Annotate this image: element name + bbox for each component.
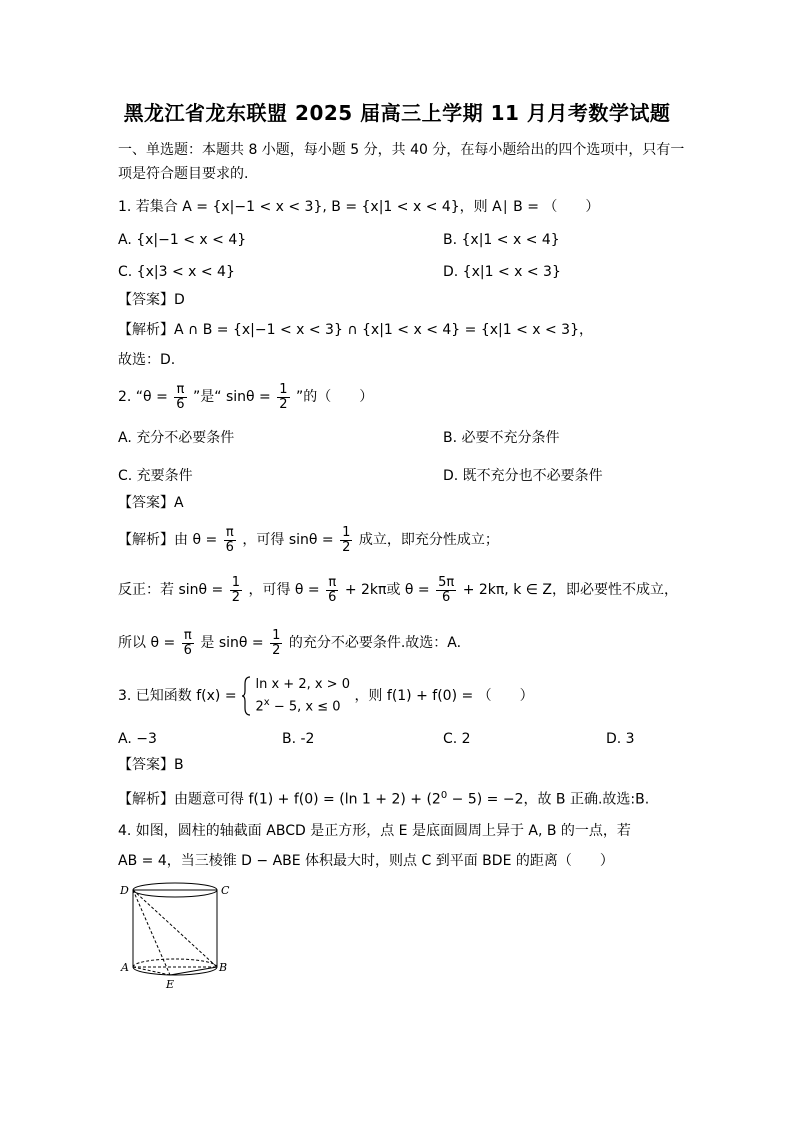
q2-analysis2-mid2: + 2kπ或 θ =	[344, 582, 430, 598]
q2-analysis3-pre: 所以 θ =	[118, 635, 176, 651]
fraction-one-half: $\frac{1}{2}$	[231, 574, 240, 605]
q3-option-c: C. 2	[443, 731, 471, 747]
q3-stem-pre: 3. 已知函数 f(x) =	[118, 688, 237, 705]
fraction-pi-over-6: $\frac{\pi}{6}$	[328, 574, 337, 605]
q2-analysis2-mid1: ，可得 θ =	[248, 582, 320, 598]
q1-answer: 【答案】D	[118, 292, 185, 308]
q1-option-a: A. {x|−1 < x < 4}	[118, 232, 247, 248]
fraction-one-half: $\frac{1}{2}$	[279, 381, 288, 412]
fraction-one-half: $\frac{1}{2}$	[272, 627, 281, 658]
q2-option-c: C. 充要条件	[118, 468, 193, 484]
q3-stem	[118, 676, 534, 716]
q2-analysis2-post: + 2kπ, k ∈ Z，即必要性不成立，	[462, 582, 679, 598]
q1-option-c: C. {x|3 < x < 4}	[118, 264, 235, 280]
q4-stem-line1: 4. 如图，圆柱的轴截面 ABCD 是正方形，点 E 是底面圆周上异于 A, B 的一点，若	[118, 823, 631, 839]
cylinder-figure	[118, 880, 238, 999]
q1-analysis-line2: 故选：D.	[118, 352, 176, 368]
q2-analysis1-mid: ，可得 sinθ =	[242, 532, 334, 548]
fraction-pi-over-6: $\frac{\pi}{6}$	[176, 381, 185, 412]
cylinder-diagram	[118, 880, 238, 995]
q2-analysis3-mid: 是 sinθ =	[200, 635, 264, 651]
q3-option-a: A. −3	[118, 731, 157, 747]
q3-option-b: B. -2	[282, 731, 315, 747]
q2-analysis-line1	[118, 522, 499, 558]
q2-option-d: D. 既不充分也不必要条件	[443, 468, 603, 484]
q3-analysis: 【解析】由题意可得 f(1) + f(0) = (ln $1 + 2) + (2^0 - 5) = -2$，故 B 正确.故选:B.	[118, 790, 650, 808]
q2-answer: 【答案】A	[118, 495, 184, 511]
q1-option-b: B. {x|1 < x < 4}	[443, 232, 560, 248]
q2-option-b: B. 必要不充分条件	[443, 430, 560, 446]
q2-analysis1-pre: 【解析】由 θ =	[118, 532, 218, 548]
label-a: A	[121, 961, 129, 974]
q2-stem	[118, 379, 373, 415]
q2-analysis-line2	[118, 572, 678, 608]
q2-stem-mid: ”是“ sinθ =	[193, 389, 271, 405]
q2-analysis3-post: 的充分不必要条件.故选：A.	[288, 635, 462, 651]
q4-stem-line2: AB = 4，当三棱锥 D − ABE 体积最大时，则点 C 到平面 BDE 的距离（ ）	[118, 853, 614, 869]
q2-analysis-line3	[118, 625, 461, 661]
q3-option-d: D. 3	[606, 731, 635, 747]
q3-stem-post: ，则 f(1) + f(0) = （ ）	[354, 688, 534, 705]
fraction-pi-over-6: $\frac{\pi}{6}$	[183, 627, 192, 658]
q2-stem-pre: 2. “θ =	[118, 389, 168, 405]
q2-option-a: A. 充分不必要条件	[118, 430, 235, 446]
page-title: 黑龙江省龙东联盟 2025 届高三上学期 11 月月考数学试题	[123, 101, 671, 125]
q3-answer: 【答案】B	[118, 757, 184, 773]
label-d: D	[120, 884, 129, 897]
q1-stem: 1. 若集合 A = {x|−1 < x < 3}, B = {x|1 < x < 4}，则 A∣ B = （ ）	[118, 199, 600, 215]
piece-one: ln x + 2, x > 0	[255, 677, 350, 692]
q2-analysis2-pre: 反正：若 sinθ =	[118, 582, 224, 598]
fraction-pi-over-6: $\frac{\pi}{6}$	[225, 524, 234, 555]
q2-analysis1-post: 成立，即充分性成立；	[358, 532, 499, 548]
piece-two: $2^x - 5$, x ≤ 0	[255, 697, 341, 715]
label-c: C	[221, 884, 230, 897]
q1-option-d: D. {x|1 < x < 3}	[443, 264, 561, 280]
label-e: E	[166, 978, 175, 991]
section-instruction-line2: 项是符合题目要求的.	[118, 166, 249, 182]
fraction-5pi-over-6: $\frac{5\pi}{6}$	[438, 574, 455, 605]
section-instruction-line1: 一、单选题：本题共 8 小题，每小题 5 分，共 40 分，在每小题给出的四个选项中，只有一	[118, 142, 685, 158]
label-b: B	[219, 961, 228, 974]
q2-stem-post: ”的（ ）	[295, 389, 374, 405]
left-brace-icon	[241, 676, 251, 716]
q1-analysis-line1: 【解析】A ∩ B = {x|−1 < x < 3} ∩ {x|1 < x < 4} = {x|1 < x < 3}，	[118, 322, 594, 338]
piecewise-function	[255, 676, 350, 716]
fraction-one-half: $\frac{1}{2}$	[342, 524, 351, 555]
